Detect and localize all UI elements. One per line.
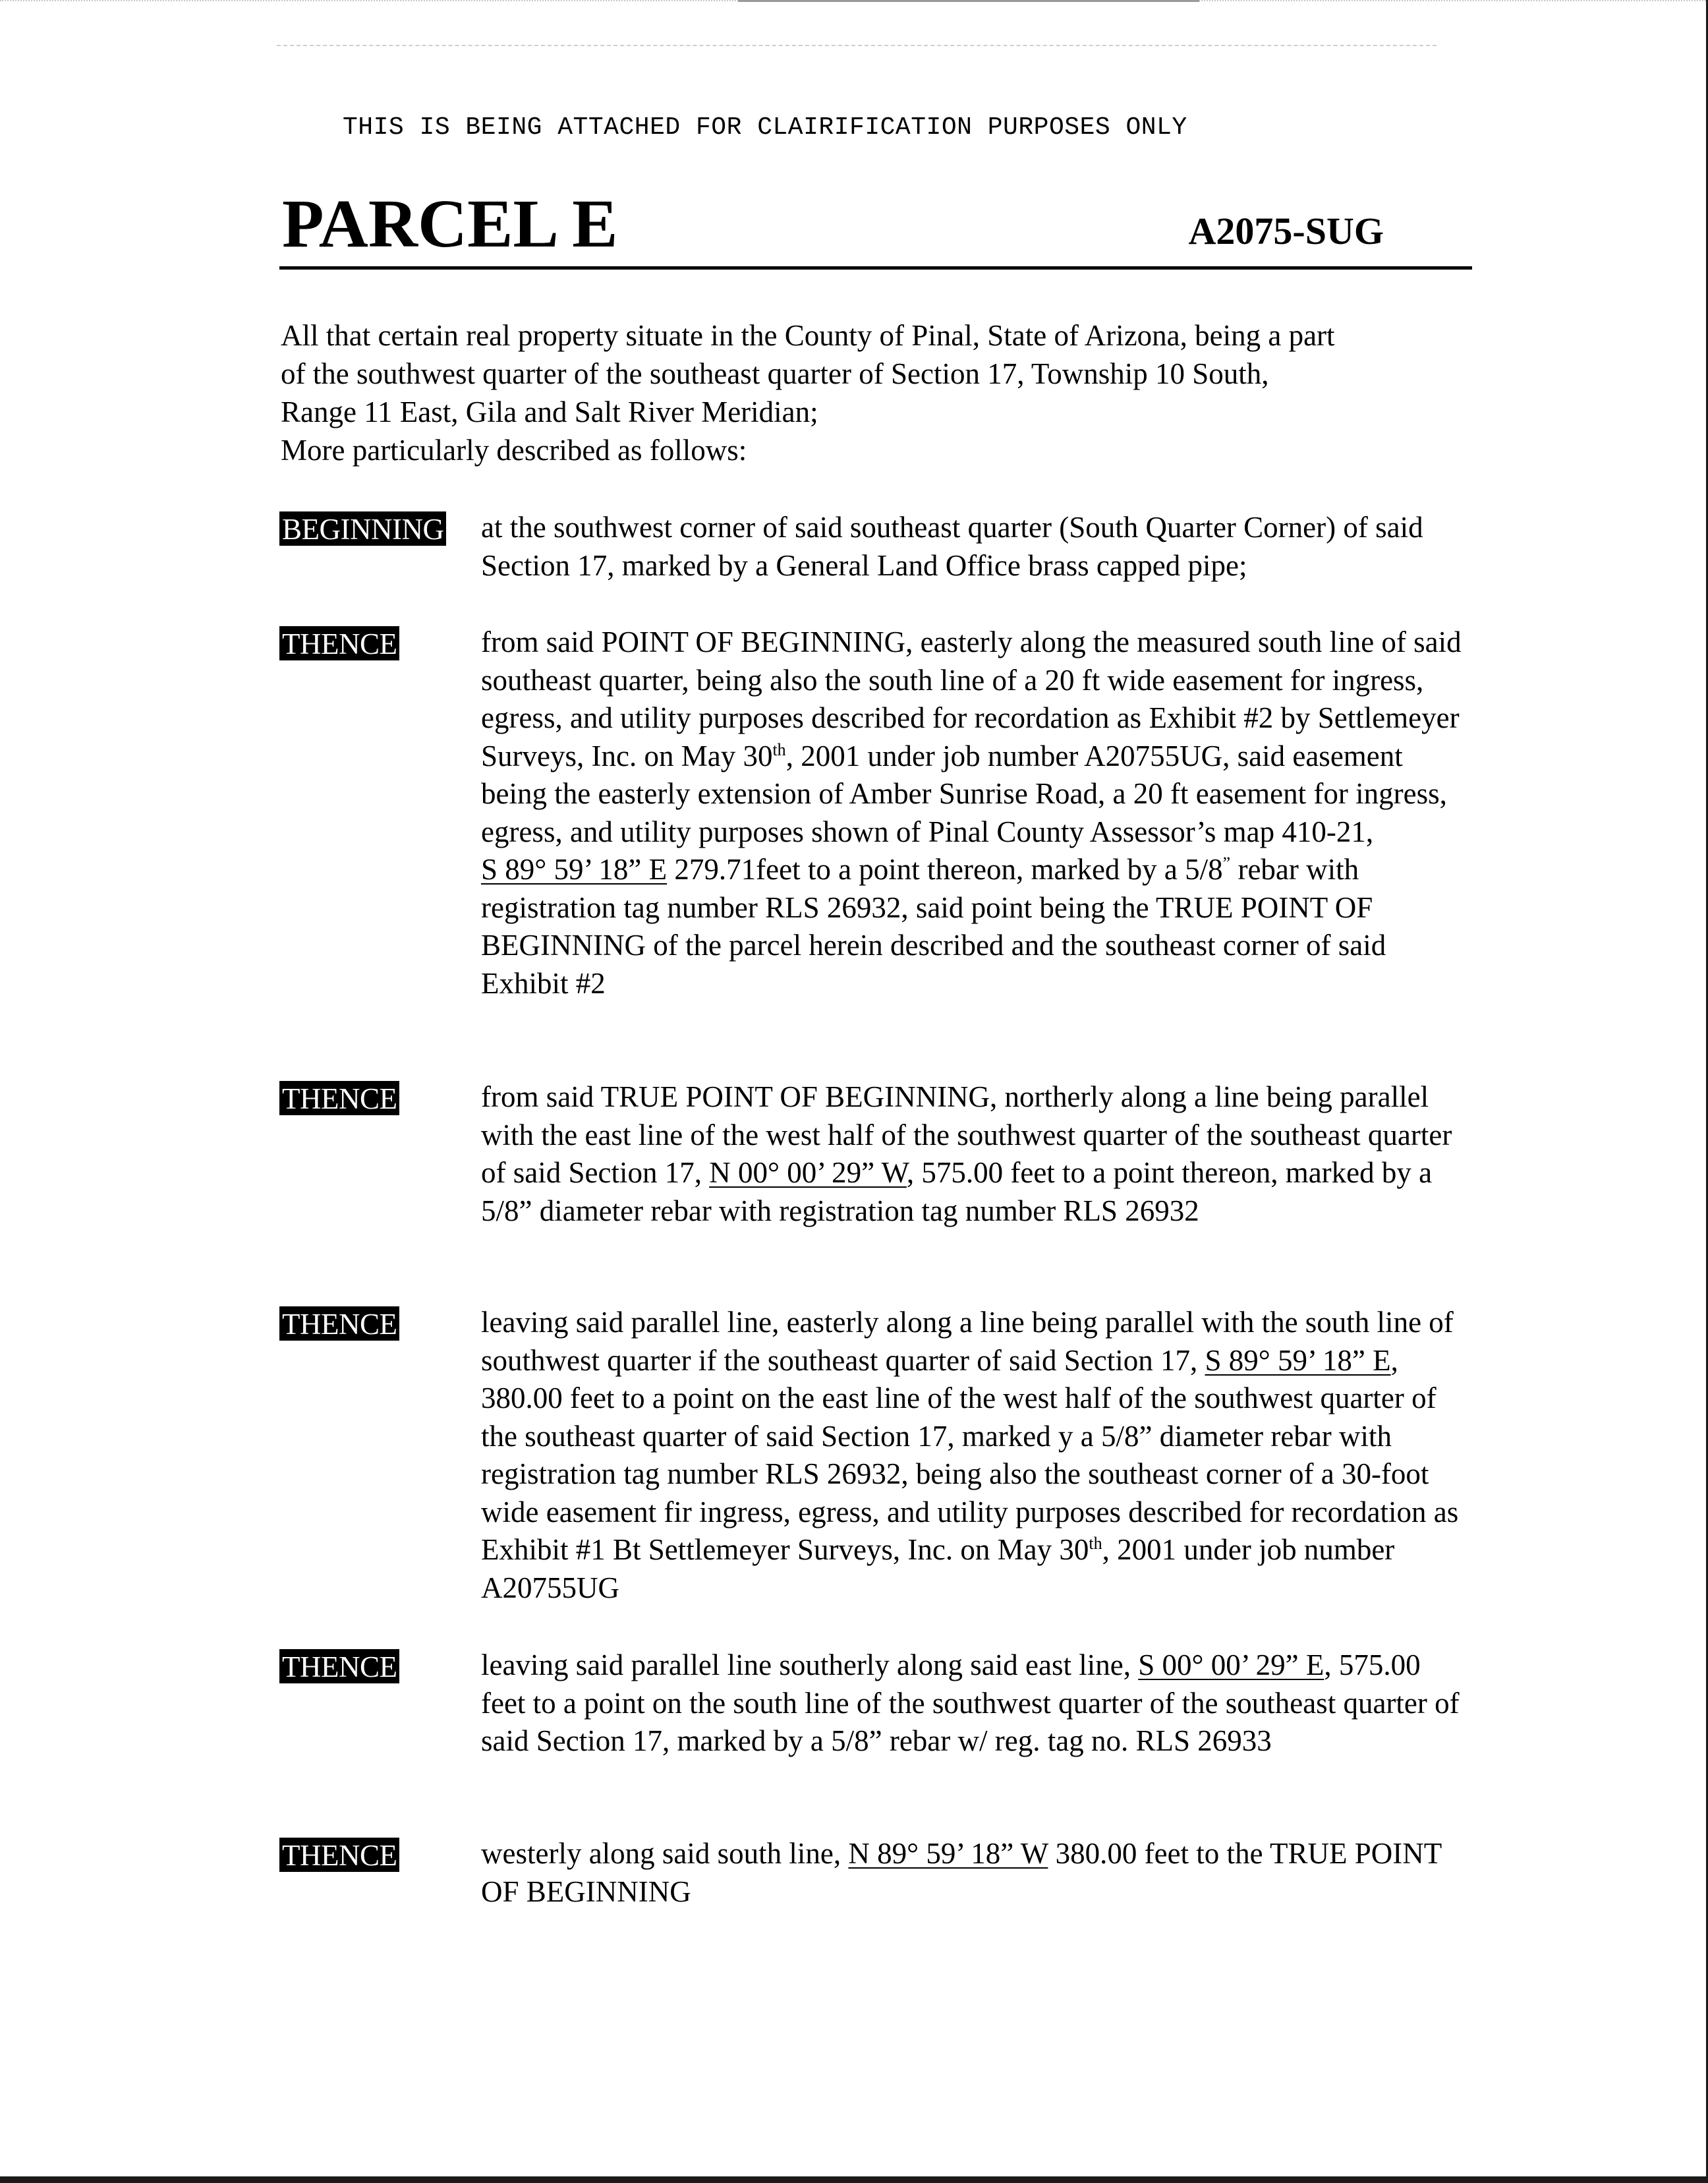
scan-artifact-line	[738, 0, 1199, 2]
clause-text-part: , 575.00 feet to a point thereon, marked by a 5/8” diameter rebar with registration tag number RLS 26932	[481, 1156, 1433, 1227]
title-row	[279, 186, 1472, 270]
clause-keyword: THENCE	[279, 1081, 399, 1115]
clause-text-part: , 380.00 feet to a point on the east line of the west half of the southwest quarter of the southeast quarter of said Section 17, marked y a 5/8” diameter rebar with registration tag number RLS 26932, being also the southeast corner of a 30-foot wide easement fir ingress, egress, and utility purposes described for recordation as Exhibit #1 Bt Settlemeyer Surveys, Inc. on May 30	[481, 1343, 1459, 1566]
job-number: A2075-SUG	[1188, 210, 1384, 252]
page-title: PARCEL E	[282, 186, 618, 262]
clause-text	[481, 509, 1489, 585]
bearing: S 89° 59’ 18” E	[1205, 1343, 1391, 1377]
clause-text-part: rebar with registration tag number RLS 26932, said point being the TRUE POINT OF BEGINNING of the parcel herein described and the southeast corner of said Exhibit #2	[481, 853, 1386, 1000]
clause-text-part: leaving said parallel line southerly along said east line,	[481, 1648, 1139, 1681]
clause-text-part: from said TRUE POINT OF BEGINNING, northerly along a line being parallel with the east line of the west half of the southwest quarter of the southeast quarter of said Section 17,	[481, 1080, 1452, 1189]
clause-text	[481, 624, 1469, 1003]
clause-text-part: , 2001 under job number A20755UG	[481, 1533, 1395, 1604]
clause-text-part: at the southwest corner of said southeast quarter (South Quarter Corner) of said Section 17, marked by a General Land Office brass capped pipe;	[481, 511, 1423, 582]
clause-keyword: BEGINNING	[279, 511, 446, 546]
attachment-note: THIS IS BEING ATTACHED FOR CLAIRIFICATION PURPOSES ONLY	[343, 113, 1187, 142]
clause-text-part: 279.71feet to a point thereon, marked by a 5/8	[667, 853, 1223, 886]
clause-text	[481, 1304, 1469, 1607]
clause-text	[481, 1835, 1469, 1911]
bearing: S 00° 00’ 29” E	[1138, 1648, 1324, 1681]
intro-paragraph	[281, 316, 1487, 469]
clause-text-part: westerly along said south line,	[481, 1837, 849, 1870]
ordinal-suffix: th	[772, 740, 786, 759]
clause-text-part: , 575.00 feet to a point on the south line of the southwest quarter of the southeast quarter of said Section 17, marked by a 5/8” rebar w/ reg. tag no. RLS 26933	[481, 1648, 1460, 1757]
intro-line: Range 11 East, Gila and Salt River Meridian;	[281, 395, 818, 428]
bearing: N 89° 59’ 18” W	[848, 1837, 1048, 1870]
clause-text-part: leaving said parallel line, easterly along a line being parallel with the south line of southwest quarter if the southeast quarter of said Section 17,	[481, 1306, 1454, 1377]
scan-artifact-dots	[277, 45, 1437, 46]
inch-mark: ”	[1222, 854, 1231, 873]
clause-text-part: , 2001 under job number A20755UG, said easement being the easterly extension of Amber Sunrise Road, a 20 ft easement for ingress, egress, and utility purposes shown of Pinal County Assessor’s map 410-21,	[481, 739, 1447, 848]
scan-artifact-bottom-edge	[0, 2176, 1708, 2183]
clause-text-part: from said POINT OF BEGINNING, easterly along the measured south line of said southeast quarter, being also the south line of a 20 ft wide easement for ingress, egress, and utility purposes described for recordation as Exhibit #2 by Settlemeyer Surveys, Inc. on May 30	[481, 626, 1462, 772]
clause-text-part: 380.00 feet to the TRUE POINT OF BEGINNING	[481, 1837, 1442, 1908]
bearing: N 00° 00’ 29” W	[709, 1156, 907, 1189]
clause-keyword: THENCE	[279, 1838, 399, 1872]
clause-keyword: THENCE	[279, 1306, 399, 1341]
clause-text	[481, 1646, 1469, 1761]
intro-line: All that certain real property situate in the County of Pinal, State of Arizona, being a part	[281, 319, 1335, 352]
ordinal-suffix: th	[1089, 1534, 1102, 1553]
intro-line: of the southwest quarter of the southeast quarter of Section 17, Township 10 South,	[281, 357, 1269, 390]
clause-keyword: THENCE	[279, 1649, 399, 1683]
clause-keyword: THENCE	[279, 626, 399, 660]
intro-line: More particularly described as follows:	[281, 434, 747, 467]
clause-text	[481, 1078, 1469, 1230]
bearing: S 89° 59’ 18” E	[481, 853, 668, 886]
